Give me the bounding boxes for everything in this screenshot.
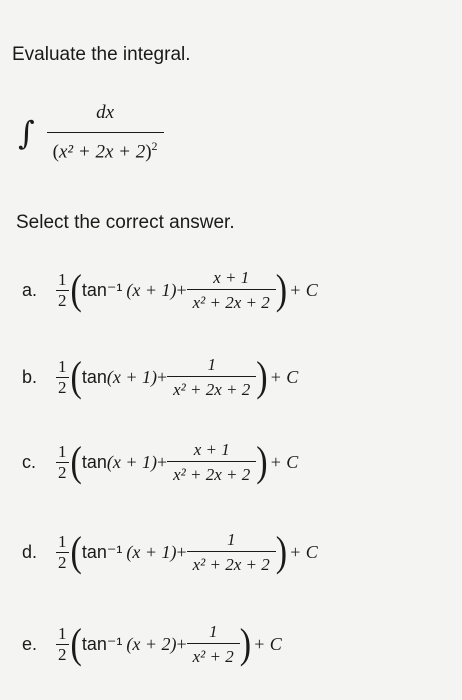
term-fraction xyxy=(187,530,276,575)
option-letter: c. xyxy=(22,452,37,472)
half-numerator: 1 xyxy=(58,624,67,643)
integrand-fraction xyxy=(47,102,164,163)
answer-prompt: Select the correct answer. xyxy=(16,212,235,233)
plus-sign: + xyxy=(176,542,187,562)
term-fraction xyxy=(187,268,276,313)
half-denominator: 2 xyxy=(58,645,67,664)
function-argument: (x + 1) xyxy=(106,452,157,472)
function-argument: (x + 2) xyxy=(126,634,177,654)
half-denominator: 2 xyxy=(58,378,67,397)
half-denominator: 2 xyxy=(58,553,67,572)
constant-term: + C xyxy=(289,542,318,562)
half-denominator: 2 xyxy=(58,291,67,310)
one-half-fraction xyxy=(56,357,69,398)
term-fraction xyxy=(167,440,256,485)
plus-sign: + xyxy=(156,367,168,387)
term-fraction xyxy=(167,355,256,400)
option-letter: b. xyxy=(22,367,38,387)
denominator-base: x² + 2x + 2 xyxy=(59,141,146,163)
function-name: tan⁻¹ xyxy=(81,280,123,300)
left-paren: ( xyxy=(70,438,82,485)
integrand-numerator: dx xyxy=(96,102,115,123)
function-name: tan⁻¹ xyxy=(81,542,123,562)
option-expression xyxy=(56,355,298,400)
answer-option-e[interactable] xyxy=(22,622,282,667)
denominator-power: 2 xyxy=(151,139,158,153)
term-denominator: x² + 2 xyxy=(187,643,240,667)
left-paren: ( xyxy=(70,353,82,400)
half-denominator: 2 xyxy=(58,463,67,482)
integrand-denominator: $(x^2 + 2x + 2)^2$ xyxy=(47,132,164,163)
right-paren: ) xyxy=(275,528,288,575)
right-paren: ) xyxy=(275,266,288,313)
integral-expression xyxy=(18,102,164,163)
half-numerator: 1 xyxy=(58,270,67,289)
answer-option-b[interactable] xyxy=(22,355,298,400)
option-letter: a. xyxy=(22,280,38,300)
one-half-fraction xyxy=(56,442,69,483)
option-letter: d. xyxy=(22,542,38,562)
answer-option-a[interactable] xyxy=(22,268,318,313)
term-numerator: 1 xyxy=(208,622,218,641)
answer-option-d[interactable] xyxy=(22,530,318,575)
option-expression xyxy=(56,622,282,667)
answer-option-c[interactable] xyxy=(22,440,298,485)
function-argument: (x + 1) xyxy=(126,542,177,562)
term-denominator: x² + 2x + 2 xyxy=(187,289,276,313)
constant-term: + C xyxy=(253,634,282,654)
term-numerator: x + 1 xyxy=(213,268,250,287)
constant-term: + C xyxy=(269,452,299,472)
plus-sign: + xyxy=(156,452,168,472)
option-expression xyxy=(56,530,318,575)
function-argument: (x + 1) xyxy=(106,367,157,387)
option-expression xyxy=(56,440,298,485)
right-paren: ) xyxy=(256,353,268,400)
function-name: tan xyxy=(81,367,107,387)
option-letter: e. xyxy=(22,634,38,654)
term-denominator: x² + 2x + 2 xyxy=(187,551,276,575)
integral-sign: ∫ xyxy=(18,113,35,152)
function-name: tan⁻¹ xyxy=(81,634,123,654)
function-name: tan xyxy=(81,452,107,472)
term-numerator: 1 xyxy=(207,355,216,374)
question-title: Evaluate the integral. xyxy=(12,44,191,65)
constant-term: + C xyxy=(269,367,299,387)
left-paren: ( xyxy=(70,528,82,575)
term-denominator: x² + 2x + 2 xyxy=(167,461,256,485)
half-numerator: 1 xyxy=(58,357,67,376)
right-paren: ) xyxy=(256,438,268,485)
option-expression xyxy=(56,268,318,313)
right-paren: ) xyxy=(239,620,252,667)
left-paren: ( xyxy=(70,266,82,313)
term-numerator: 1 xyxy=(226,530,236,549)
term-fraction xyxy=(187,622,240,667)
one-half-fraction xyxy=(56,270,69,311)
term-denominator: x² + 2x + 2 xyxy=(167,376,256,400)
term-numerator: x + 1 xyxy=(193,440,230,459)
plus-sign: + xyxy=(176,634,187,654)
half-numerator: 1 xyxy=(58,532,67,551)
one-half-fraction xyxy=(56,624,69,665)
plus-sign: + xyxy=(176,280,187,300)
function-argument: (x + 1) xyxy=(126,280,177,300)
one-half-fraction xyxy=(56,532,69,573)
half-numerator: 1 xyxy=(58,442,67,461)
left-paren: ( xyxy=(70,620,82,667)
constant-term: + C xyxy=(289,280,318,300)
